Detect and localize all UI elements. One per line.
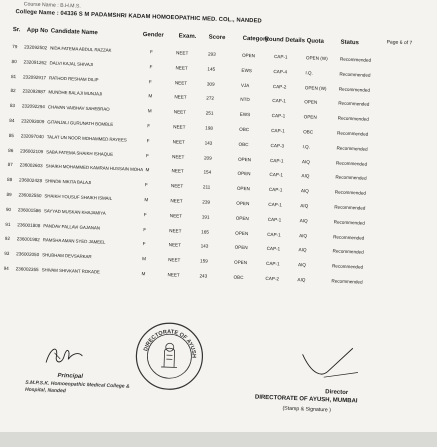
cell-app-no: 232092987 — [22, 88, 46, 95]
cell-status: Recommended — [333, 233, 365, 241]
cell-score: 145 — [207, 66, 216, 72]
cell-name: CHAVAN VAIBHAV SAHEBRAO — [47, 104, 110, 112]
cell-round: CAP-1 — [265, 261, 280, 267]
cell-sr: 90 — [5, 206, 12, 212]
cell-category: OPEN — [235, 230, 249, 236]
cell-round: CAP-1 — [272, 98, 286, 104]
cell-score: 251 — [205, 110, 214, 116]
cell-sr: 89 — [6, 191, 12, 198]
cell-round: CAP-1 — [271, 113, 286, 119]
header-gender: Gender — [142, 31, 164, 39]
cell-exam: NEET — [170, 183, 184, 189]
cell-name: RAMSHA AMAN SYED JAMEEL — [42, 237, 106, 246]
cell-app-no: 232092502 — [24, 44, 48, 51]
cell-sr: 83 — [9, 103, 16, 109]
cell-score: 154 — [203, 169, 212, 176]
cell-category: OPEN — [234, 245, 248, 251]
cell-exam: NEET — [175, 65, 188, 71]
cell-category: OPEN — [237, 171, 251, 177]
cell-round: CAP-1 — [268, 187, 283, 193]
cell-category: VJA — [240, 82, 250, 88]
cell-app-no: 232092294 — [21, 103, 45, 110]
cell-gender: M — [142, 256, 147, 262]
cell-name: TALAT UN NOOR MOHAMMED RAYEES — [46, 134, 127, 143]
directorate-seal-icon — [133, 320, 206, 393]
cell-status: Recommended — [337, 130, 369, 137]
cell-gender: M — [147, 108, 152, 114]
cell-round: CAP-1 — [269, 172, 284, 178]
cell-app-no: 236002550 — [18, 192, 42, 199]
cell-sr: 80 — [11, 58, 17, 64]
cell-score: 209 — [203, 154, 212, 161]
cell-app-no: 236002109 — [20, 147, 44, 154]
header-sr: Sr. — [12, 26, 21, 34]
cell-sr: 93 — [4, 250, 10, 257]
cell-name: DALVI KAJAL SHIVAJI — [49, 60, 94, 67]
cell-name: SHINDE NIKITA BALAJI — [44, 178, 92, 186]
cell-round: CAP-4 — [273, 68, 288, 75]
cell-status: Recommended — [334, 204, 366, 211]
cell-sr: 82 — [10, 88, 16, 94]
cell-exam: NEET — [172, 138, 186, 145]
college-name: College Name : 04336 S M PADAMSHRI KADAM HOMOEOPATHIC MED. COL., NANDED — [15, 9, 262, 25]
table-body — [1, 41, 420, 293]
cell-name: NIDA FATEMA ABDUL RAZZAK — [50, 45, 112, 53]
cell-gender: F — [143, 226, 147, 232]
cell-round: CAP-1 — [273, 54, 288, 60]
principal-label: Principal — [57, 372, 84, 380]
cell-score: 272 — [206, 95, 215, 102]
cell-name: RATHOD RESHAM DILIP — [48, 74, 99, 82]
cell-quota: AIQ — [297, 277, 306, 283]
cell-sr: 87 — [7, 162, 13, 168]
cell-app-no: 236002050 — [16, 251, 40, 258]
cell-name: SAYYAD MUSKAN KHAJAMIYA — [43, 208, 106, 216]
cell-quota: AIQ — [300, 188, 309, 194]
cell-exam: NEET — [174, 94, 187, 101]
cell-category: OPEN — [237, 156, 252, 162]
cell-category: EWS — [241, 67, 253, 73]
course-name: Course Name : B.H.M.S. — [23, 1, 81, 10]
cell-gender: F — [149, 49, 154, 55]
cell-round: CAP-2 — [272, 83, 287, 90]
cell-quota: AIQ — [301, 158, 311, 165]
cell-round: CAP-1 — [271, 127, 285, 134]
cell-exam: NEET — [167, 272, 180, 278]
header-category: Category — [242, 35, 269, 43]
cell-quota: AIQ — [300, 203, 309, 209]
cell-quota: OPEN — [303, 114, 317, 120]
cell-quota: AIQ — [297, 262, 307, 268]
cell-round: CAP-3 — [270, 142, 285, 149]
cell-gender: F — [149, 64, 153, 70]
cell-quota: OBC — [303, 129, 314, 135]
cell-status: Recommended — [332, 248, 364, 255]
cell-round: CAP-1 — [267, 216, 282, 223]
director-organization: DIRECTORATE OF AYUSH, MUMBAI — [254, 394, 358, 405]
cell-category: OPEN — [236, 185, 251, 192]
cell-sr: 91 — [5, 221, 11, 227]
cell-name: MUNDHE BALAJI MUNJAJI — [48, 89, 103, 97]
cell-status: Recommended — [338, 100, 370, 108]
cell-app-no: 236001982 — [16, 236, 40, 243]
cell-gender: F — [146, 152, 150, 158]
header-app-no: App No — [26, 27, 49, 35]
cell-gender: F — [143, 211, 147, 218]
cell-exam: NEET — [170, 198, 183, 204]
cell-status: Recommended — [339, 56, 372, 63]
cell-sr: 84 — [9, 117, 15, 124]
cell-quota: I.Q. — [302, 143, 311, 150]
header-status: Status — [340, 39, 360, 47]
cell-sr: 94 — [3, 265, 9, 271]
cell-sr: 85 — [8, 132, 15, 138]
cell-sr: 92 — [4, 236, 11, 242]
cell-category: OPEN — [233, 259, 248, 266]
cell-score: 143 — [200, 243, 209, 250]
cell-name: SHIVAM SHIVKANT ROKADE — [41, 267, 100, 275]
cell-status: Recommended — [334, 189, 367, 196]
cell-category: OBC — [238, 141, 249, 147]
cell-category: OPEN — [241, 52, 256, 59]
cell-exam: NEET — [173, 109, 187, 115]
cell-round: CAP-1 — [268, 201, 282, 208]
cell-status: Recommended — [337, 115, 369, 122]
cell-score: 309 — [206, 81, 215, 87]
cell-score: 293 — [207, 51, 216, 57]
cell-round: CAP-2 — [265, 275, 280, 282]
header-exam: Exam. — [178, 33, 197, 41]
cell-status: Recommended — [335, 160, 368, 167]
cell-gender: F — [146, 137, 150, 144]
cell-status: Recommended — [331, 278, 363, 285]
cell-status: Recommended — [336, 145, 368, 152]
cell-score: 143 — [204, 140, 213, 146]
cell-status: Recommended — [331, 263, 364, 270]
cell-app-no: 236002355 — [15, 266, 39, 273]
cell-score: 211 — [202, 184, 211, 190]
cell-category: EWS — [239, 111, 251, 118]
cell-app-no: 236002428 — [18, 177, 43, 184]
cell-exam: NEET — [173, 124, 186, 130]
cell-quota: OPEN (W) — [305, 55, 328, 62]
cell-category: NTD — [240, 97, 250, 103]
cell-category: OBC — [239, 126, 250, 133]
cell-name: PANDAV PALLAVI GAJANAN — [43, 222, 101, 231]
cell-exam: NEET — [175, 50, 189, 56]
cell-status: Recommended — [338, 86, 371, 93]
cell-name: GITANJALI GURUNATH BOMBLE — [47, 119, 114, 127]
cell-app-no: 232091262 — [23, 59, 47, 66]
cell-round: CAP-1 — [266, 246, 281, 252]
cell-status: Recommended — [335, 174, 367, 182]
cell-exam: NEET — [168, 242, 182, 248]
cell-exam: NEET — [172, 153, 185, 160]
cell-status: Recommended — [333, 219, 365, 226]
cell-score: 243 — [199, 273, 208, 279]
cell-app-no: 236001808 — [17, 221, 41, 228]
cell-sr: 79 — [12, 43, 18, 50]
svg-text:DIRECTORATE OF AYUSH: DIRECTORATE OF AYUSH — [143, 329, 197, 359]
cell-exam: NEET — [171, 168, 184, 175]
cell-round: CAP-1 — [267, 231, 281, 237]
cell-app-no: 232093009 — [21, 118, 45, 125]
cell-app-no: 232092917 — [22, 74, 47, 80]
cell-app-no: 236001586 — [17, 207, 42, 213]
cell-score: 165 — [201, 228, 209, 235]
cell-score: 159 — [200, 258, 208, 264]
stamp-signature-label: (Stamp & Signature ) — [282, 405, 332, 414]
header-candidate-name: Candidate Name — [50, 28, 98, 37]
cell-exam: NEET — [169, 227, 182, 234]
cell-gender: F — [147, 123, 151, 129]
cell-quota: AIQ — [298, 247, 307, 253]
header-quota: Quota — [306, 38, 325, 45]
cell-gender: M — [141, 271, 146, 277]
cell-exam: NEET — [169, 212, 183, 219]
cell-name: SHAIKH YOUSUF SHAIKH ISMAIL — [44, 193, 113, 201]
cell-quota: OPEN (W) — [304, 84, 327, 91]
cell-name: SHUBHAM DEVSARKAR — [42, 252, 92, 260]
cell-category: OPEN — [235, 215, 249, 221]
cell-quota: OPEN — [304, 99, 318, 106]
cell-category: OBC — [233, 274, 244, 280]
cell-status: Recommended — [339, 71, 371, 78]
cell-quota: AIQ — [301, 173, 310, 179]
cell-score: 239 — [202, 199, 211, 205]
cell-sr: 88 — [6, 177, 13, 183]
cell-name: SHAIKH MOHAMMED KAMRAN HUSSAIN MOHA — [45, 163, 144, 173]
cell-quota: I.Q. — [305, 70, 313, 76]
cell-round: CAP-1 — [269, 157, 284, 164]
cell-gender: M — [148, 93, 153, 99]
cell-gender: F — [144, 182, 148, 188]
cell-sr: 81 — [10, 73, 17, 79]
director-label: Director — [325, 389, 349, 397]
director-signature-icon — [297, 340, 369, 387]
cell-gender: F — [148, 78, 152, 84]
principal-college-stamp: S.M.P.S.K. Homoeopathic Medical College & Hospital, Nanded — [24, 379, 130, 395]
header-round-details: Round Details — [264, 36, 306, 45]
cell-quota: AIQ — [299, 217, 308, 224]
cell-gender: M — [145, 167, 150, 173]
cell-quota: AIQ — [299, 232, 308, 238]
principal-signature-icon — [40, 342, 87, 370]
cell-name: SABA FATEMA SHAIKH ISHAQUE — [46, 148, 114, 157]
cell-sr: 86 — [8, 147, 14, 153]
cell-category: OPEN — [236, 200, 250, 207]
cell-exam: NEET — [168, 257, 181, 263]
cell-app-no: 232097040 — [20, 133, 44, 140]
cell-app-no: 236002603 — [19, 162, 43, 169]
cell-gender: M — [144, 197, 149, 203]
cell-gender: F — [142, 241, 146, 247]
header-score: Score — [208, 34, 226, 42]
cell-score: 198 — [205, 125, 213, 131]
page-number: Page 6 of 7 — [386, 39, 413, 47]
cell-exam: NEET — [174, 79, 188, 86]
cell-score: 191 — [201, 214, 210, 220]
